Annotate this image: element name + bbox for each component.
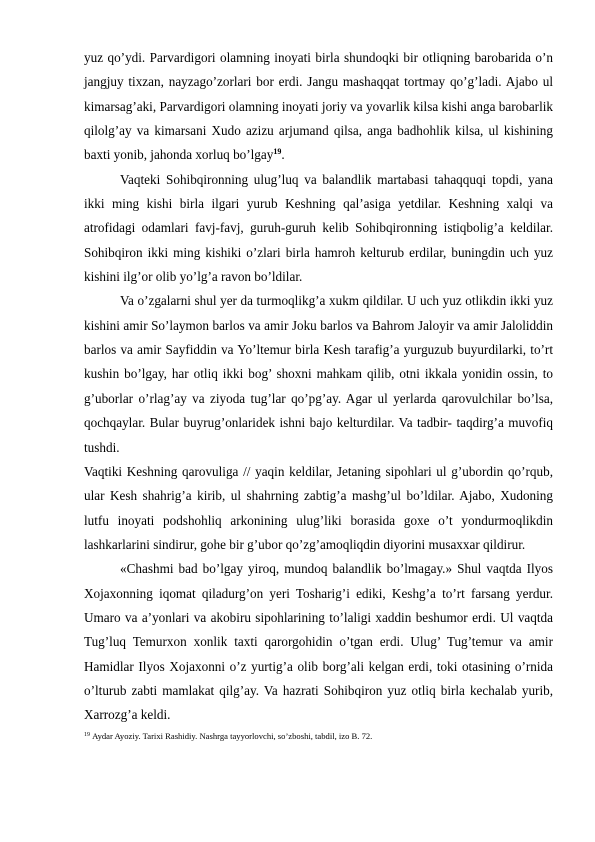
paragraph-1 [84,46,553,168]
paragraph-3: Va o’zgalarni shul yer da turmoqlikg’a xukm qildilar. U uch yuz otlikdin ikki yuz kishini amir So’laymon barlos va amir Joku barlos va Bahrom Jaloyir va amir Jaloliddin barlos va amir Sayfiddin va Yo’ltemur birla Kesh tarafig’a yurguzub buyurdilarki, to’rt kushin bo’lgay, har otliq ikki bog’ shoxni mahkam qilib, otni ikkala yonidin ossin, to g’uborlar o’rlag’ay va ziyoda tug’lar qo’pg’ay. Agar ul yerlarda qarovulchilar bo’lsa, qochqaylar. Bular buyrug’onlaridek ishni bajo kelturdilar. Va tadbir- taqdirg’a muvofiq tushdi. [84,293,553,455]
paragraph-5: «Chashmi bad bo’lgay yiroq, mundoq balandlik bo’lmagay.» Shul vaqtda Ilyos Xojaxonning iqomat qiladurg’on yeri Tosharig’i ediki, Keshg’a to’rt farsang yerdur. Umaro va a’yonlari va akobiru sipohlarining to’laligi xaddin beshumor erdi. Ul vaqtda Tug’luq Temurxon xonlik taxti qarorgohidin o’tgan erdi. Ulug’ Tug’temur va amir Hamidlar Ilyos Xojaxonni o’z yurtig’a olib borg’ali kelgan erdi, toki otasining o’rnida o’lturub zabti mamlakat qilg’ay. Va hazrati Sohibqiron yuz otliq birla kechalab yurib, Xarrozg’a keldi. [84,561,553,723]
paragraph-4: Vaqtiki Keshning qarovuliga // yaqin keldilar, Jetaning sipohlari ul g’ubordin qo’rqub, ular Kesh shahrig’a kirib, ul shahrning zabtig’a mashg’ul bo’ldilar. Ajabo, Xudoning lutfu inoyati podshohliq arkonining ulug’liki borasida goxe o’t yondurmoqlikdin lashkarlarini sindirur, gohe bir g’ubor qo’zg’amoqliqdin diyorini musaxxar qildirur. [84,463,553,552]
footnote-text: Aydar Ayoziy. Tarixi Rashidiy. Nashrga tayyorlovchi, so’zboshi, tabdil, izo B. 72. [92,730,373,741]
paragraph-1-text: yuz qo’ydi. Parvardigori olamning inoyati birla shundoqki bir otliqning barobarida o’n jangjuy tixzan, nayzago’zorlari bor erdi. Jangu mashaqqat tortmay qo’g’ladi. Ajabo ul kimarsag’aki, Parvardigori olamning inoyati joriy va yovarlik kilsa kishi anga barobarlik qilolg’ay va kimarsani Xudo azizu arjumand qilsa, anga badhohlik kilsa, ul kishining baxti yonib, jahonda xorluq bo’lgay [84,50,553,163]
document-page [84,46,553,742]
footnote-reference[interactable]: 19 [273,147,282,157]
footnote-number: 19 [84,731,90,738]
paragraph-2: Vaqteki Sohibqironning ulug’luq va balandlik martabasi tahaqquqi topdi, yana ikki ming kishi birla ilgari yurub Keshning qal’asiga yetdilar. Keshning xalqi va atrofidagi odamlari favj-favj, guruh-guruh kelib Sohibqironning istiqbolig’a keldilar. Sohibqiron ikki ming kishiki o’zlari birla hamroh kelturub erdilar, buningdin uch yuz kishini ilg’or olib yo’lg’a ravon bo’ldilar. [84,171,553,285]
paragraph-1-end: . [281,147,285,163]
footnote [84,730,553,742]
